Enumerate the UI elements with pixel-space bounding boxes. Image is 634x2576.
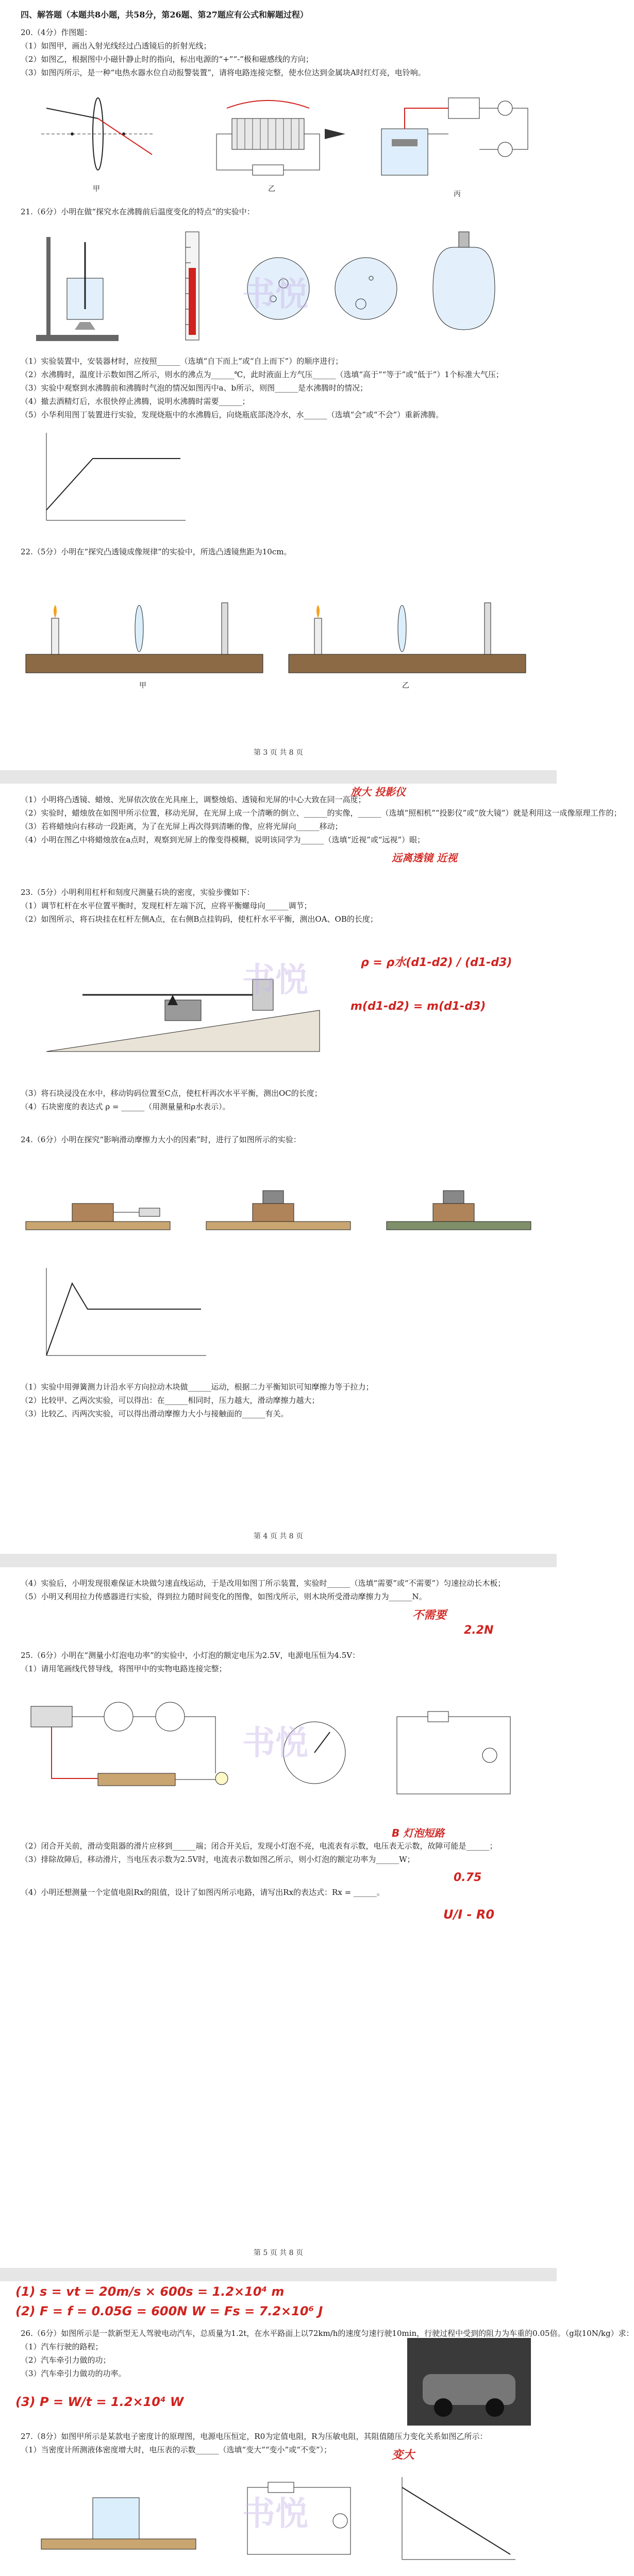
q22-part1: （1）小明将凸透镜、蜡烛、光屏依次放在光具座上，调整烛焰、透镜和光屏的中心大致在同一高度； [21,795,366,804]
q22-part4: （4）小明在图乙中将蜡烛放在a点时，观察到光屏上的像变得模糊，说明该同学为______（选填“近视”或“远视”）眼； [21,835,425,844]
q23-part4: （4）石块密度的表达式 ρ = ______（用测量量和ρ水表示）。 [21,1102,230,1111]
q21-title: 21.（6分）小明在做“探究水在沸腾前后温度变化的特点”的实验中： [21,207,255,216]
page-footer: 第 3 页 共 8 页 [253,749,304,757]
q23-part2: （2）如图所示，将石块挂在杠杆左侧A点，在右侧B点挂钩码，使杠杆水平平衡，测出OA、OB的长度； [21,914,378,924]
q21-part2: （2）水沸腾时，温度计示数如图乙所示，则水的沸点为______℃，此时液面上方气压______（选填“高于”“等于”或“低于”）1个标准大气压； [21,370,504,379]
q25-title: 25.（6分）小明在“测量小灯泡电功率”的实验中，小灯泡的额定电压为2.5V，电源电压恒为4.5V： [21,1651,360,1660]
q21-graph [31,428,196,531]
section-header: 四、解答题（本题共8小题，共58分，第26题、第27题应有公式和解题过程） [21,10,308,20]
q23-title: 23.（5分）小明利用杠杆和刻度尺测量石块的密度，实验步骤如下： [21,888,255,897]
q25-part1: （1）请用笔画线代替导线，将图甲中的实物电路连接完整； [21,1664,227,1673]
watermark: 书悦 [242,961,308,999]
handwritten-answer: 远离透镜 近视 [392,852,457,864]
q25-part4: （4）小明还想测量一个定值电阻Rx的阻值，设计了如图丙所示电路，请写出Rx的表达式：Rx = ______。 [21,1888,385,1897]
q24-title: 24.（6分）小明在探究“影响滑动摩擦力大小的因素”时，进行了如图所示的实验： [21,1135,301,1144]
q25-part3: （3）排除故障后，移动滑片，当电压表示数为2.5V时，电流表示数如图乙所示，则小灯泡的额定功率为______W； [21,1855,415,1864]
handwritten-answer: 2.2N [464,1624,494,1637]
q21-part4: （4）撤去酒精灯后，水很快停止沸腾，说明水沸腾时需要______； [21,397,250,406]
handwritten-answer: m(d1-d2) = m(d1-d3) [351,1000,486,1013]
fig-label-yi: 乙 [268,185,275,193]
fig-label-bing: 丙 [454,190,461,198]
q26-title: 26.（6分）如图所示是一款新型无人驾驶电动汽车，总质量为1.2t，在水平路面上以72km/h的速度匀速行驶10min，行驶过程中受到的阻力为车重的0.05倍。（g取10N/kg）求： [21,2329,634,2338]
fig-label-jia: 甲 [93,185,100,193]
handwritten-answer: B 灯泡短路 [392,1827,445,1839]
page-separator [0,1554,557,1567]
q24-figure-friction [21,1155,536,1258]
handwritten-answer: 0.75 [454,1871,482,1884]
q26-part1: （1）汽车行驶的路程； [21,2342,103,2351]
q21-part1: （1）实验装置中，安装器材时，应按照______（选填“自下而上”或“自上而下”）的顺序进行； [21,357,343,366]
exam-page-6 [0,2281,634,2576]
q22-part3: （3）若将蜡烛向右移动一段距离，为了在光屏上再次得到清晰的像，应将光屏向______移动； [21,822,343,831]
handwritten-answer: (1) s = vt = 20m/s × 600s = 1.2×10⁴ m [15,2284,285,2299]
q22-figure-bench [21,567,536,721]
fig22-label-yi: 乙 [402,682,409,690]
page-separator [0,2268,557,2281]
watermark: 书悦 [242,1724,308,1762]
q21-part3: （3）实验中观察到水沸腾前和沸腾时气泡的情况如图丙中a、b所示，则图______是水沸腾时的情况； [21,383,368,393]
exam-page-4 [0,784,622,1554]
q24-part1: （1）实验中用弹簧测力计沿水平方向拉动木块做______运动，根据二力平衡知识可知摩擦力等于拉力； [21,1382,374,1392]
q23-part3: （3）将石块浸没在水中，移动钩码位置至C点，使杠杆再次水平平衡，测出OC的长度； [21,1089,322,1098]
q26-part2: （2）汽车牵引力做的功； [21,2355,111,2365]
q26-part3: （3）汽车牵引力做功的功率。 [21,2369,126,2378]
q24-part4: （4）实验后，小明发现很难保证木块做匀速直线运动，于是改用如图丁所示装置，实验时______（选填“需要”或“不需要”）匀速拉动长木板； [21,1579,506,1588]
handwritten-answer: ρ = ρ水(d1-d2) / (d1-d3) [361,956,512,969]
q21-part5: （5）小华利用图丁装置进行实验，发现烧瓶中的水沸腾后，向烧瓶底部浇冷水，水______（选填“会”或“不会”）重新沸腾。 [21,410,444,419]
q25-part2: （2）闭合开关前，滑动变阻器的滑片应移到______端；闭合开关后，发现小灯泡不亮，电流表有示数，电压表无示数，故障可能是______； [21,1841,497,1851]
q20-figure-solenoid [196,88,351,180]
q22-title: 22.（5分）小明在“探究凸透镜成像规律”的实验中，所选凸透镜焦距为10cm。 [21,547,292,556]
q24-part5: （5）小明又利用拉力传感器进行实验，得到拉力随时间变化的图像，如图戊所示，则木块所受滑动摩擦力为______N。 [21,1592,427,1601]
q22-part2: （2）实验时，蜡烛放在如图甲所示位置，移动光屏，在光屏上成一个清晰的倒立、______的实像，______（选填“照相机”“投影仪”或“放大镜”）就是利用这一成像原理工作的； [21,808,622,818]
fig22-label-jia: 甲 [139,682,146,690]
q20-title: 20.（4分）作图题： [21,28,92,37]
watermark: 书悦 [242,2495,308,2533]
page-footer: 第 5 页 共 8 页 [253,2249,304,2257]
handwritten-answer: (3) P = W/t = 1.2×10⁴ W [15,2395,184,2409]
q24-graph [31,1263,216,1366]
exam-page-5 [0,1567,557,2268]
q20-part1: （1）如图甲，画出入射光线经过凸透镜后的折射光线； [21,41,211,50]
page-footer: 第 4 页 共 8 页 [253,1532,304,1540]
q20-figure-alarm [371,82,536,185]
q27-part1: （1）当密度计所测液体密度增大时，电压表的示数______（选填“变大”“变小”或“不变”）； [21,2445,332,2454]
exam-page-3 [0,0,557,770]
q23-part1: （1）调节杠杆在水平位置平衡时，发现杠杆左端下沉，应将平衡螺母向______调节； [21,901,312,910]
q24-part3: （3）比较乙、丙两次实验，可以得出滑动摩擦力大小与接触面的______有关。 [21,1409,289,1418]
watermark: 书悦 [242,276,308,314]
q20-part2: （2）如图乙，根据图中小磁针静止时的指向，标出电源的“+”“-”极和磁感线的方向； [21,55,313,64]
page-separator [0,770,557,784]
handwritten-answer: 放大 投影仪 [351,786,406,798]
q20-part3: （3）如图丙所示，是一种“电热水器水位自动报警装置”，请将电路连接完整，使水位达到金属块A时红灯亮，电铃响。 [21,68,426,77]
handwritten-answer: U/I - R0 [443,1907,495,1922]
q20-figure-lens [31,88,165,180]
handwritten-answer: 不需要 [412,1609,447,1622]
q26-figure-car [407,2338,531,2426]
q27-title: 27.（8分）如图甲所示是某款电子密度计的原理图，电源电压恒定，R0为定值电阻，R为压敏电阻，其阻值随压力变化关系如图乙所示： [21,2432,488,2441]
handwritten-answer: 变大 [392,2449,415,2462]
q24-part2: （2）比较甲、乙两次实验，可以得出：在______相同时，压力越大，滑动摩擦力越大； [21,1396,320,1405]
handwritten-answer: (2) F = f = 0.05G = 600N W = Fs = 7.2×10⁶ J [15,2304,323,2318]
